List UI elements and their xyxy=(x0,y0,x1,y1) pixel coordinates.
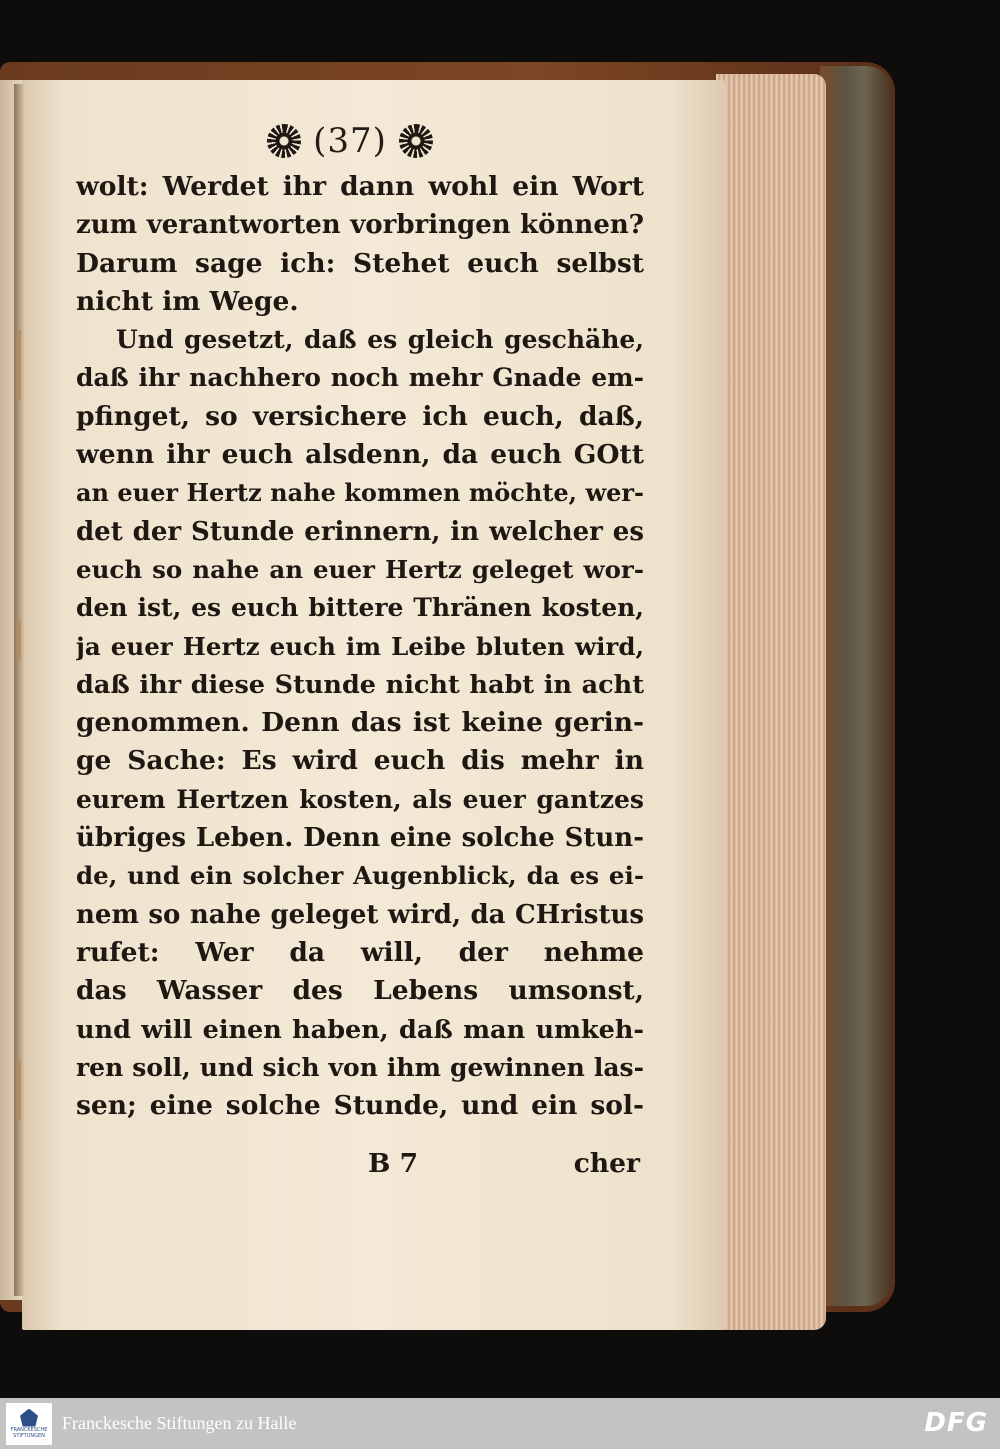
institution-name[interactable]: Franckesche Stiftungen zu Halle xyxy=(62,1413,297,1433)
text-line: wolt: Werdet ihr dann wohl ein Wort xyxy=(76,171,644,202)
text-line: Und gesetzt, daß es gleich geschähe, xyxy=(116,325,644,355)
footer-bar xyxy=(0,1398,1000,1449)
text-line: euch so nahe an euer Hertz geleget wor- xyxy=(76,554,644,584)
text-line: de, und ein solcher Augenblick, da es ei- xyxy=(76,861,644,891)
text-line: den ist, es euch bittere Thränen kosten, xyxy=(76,593,644,623)
text-line: sen; eine solche Stunde, und ein sol- xyxy=(76,1090,644,1122)
text-line: pfinget, so versichere ich euch, daß, xyxy=(76,400,644,432)
logo-text: FRANCKESCHE STIFTUNGEN xyxy=(10,1426,48,1439)
signature-mark: B 7 xyxy=(368,1148,419,1179)
dfg-logo[interactable]: DFG xyxy=(924,1408,988,1438)
text-line: rufet: Wer da will, der nehme xyxy=(76,936,644,968)
book-spine-edge xyxy=(820,66,892,1306)
page-footer xyxy=(76,1148,644,1188)
page-header xyxy=(250,118,450,164)
page-edges xyxy=(716,74,826,1330)
text-line: eurem Hertzen kosten, als euer gantzes xyxy=(76,784,644,814)
text-line: das Wasser des Lebens umsonst, xyxy=(76,975,644,1007)
text-line: übriges Leben. Denn eine solche Stun- xyxy=(76,823,644,854)
text-line: det der Stunde erinnern, in welcher es xyxy=(76,516,644,547)
text-line: ja euer Hertz euch im Leibe bluten wird, xyxy=(76,631,644,661)
rosette-ornament-icon xyxy=(399,124,433,158)
rosette-ornament-icon xyxy=(267,124,301,158)
binding-thread xyxy=(18,330,21,400)
text-line: wenn ihr euch alsdenn, da euch GOtt xyxy=(76,439,644,471)
text-line: an euer Hertz nahe kommen möchte, wer- xyxy=(76,478,644,508)
text-line: nem so nahe geleget wird, da CHristus xyxy=(76,899,644,930)
text-line: Darum sage ich: Stehet euch selbst xyxy=(76,247,644,279)
binding-thread xyxy=(18,1060,21,1120)
text-line: daß ihr diese Stunde nicht habt in acht xyxy=(76,669,644,700)
text-line: ge Sache: Es wird euch dis mehr in xyxy=(76,745,644,777)
text-line: zum verantworten vorbringen können? xyxy=(76,210,644,241)
page-number: (37) xyxy=(313,121,387,161)
binding-thread xyxy=(18,620,21,660)
institution-logo[interactable] xyxy=(6,1403,52,1445)
text-line: nicht im Wege. xyxy=(76,285,299,317)
logo-icon xyxy=(20,1409,38,1427)
text-line: genommen. Denn das ist keine gerin- xyxy=(76,707,644,739)
text-line: ren soll, und sich von ihm gewinnen las- xyxy=(76,1052,644,1082)
text-line: daß ihr nachhero noch mehr Gnade em- xyxy=(76,363,644,393)
body-text xyxy=(76,168,644,1125)
catchword: cher xyxy=(573,1148,640,1179)
text-line: und will einen haben, daß man umkeh- xyxy=(76,1014,644,1045)
